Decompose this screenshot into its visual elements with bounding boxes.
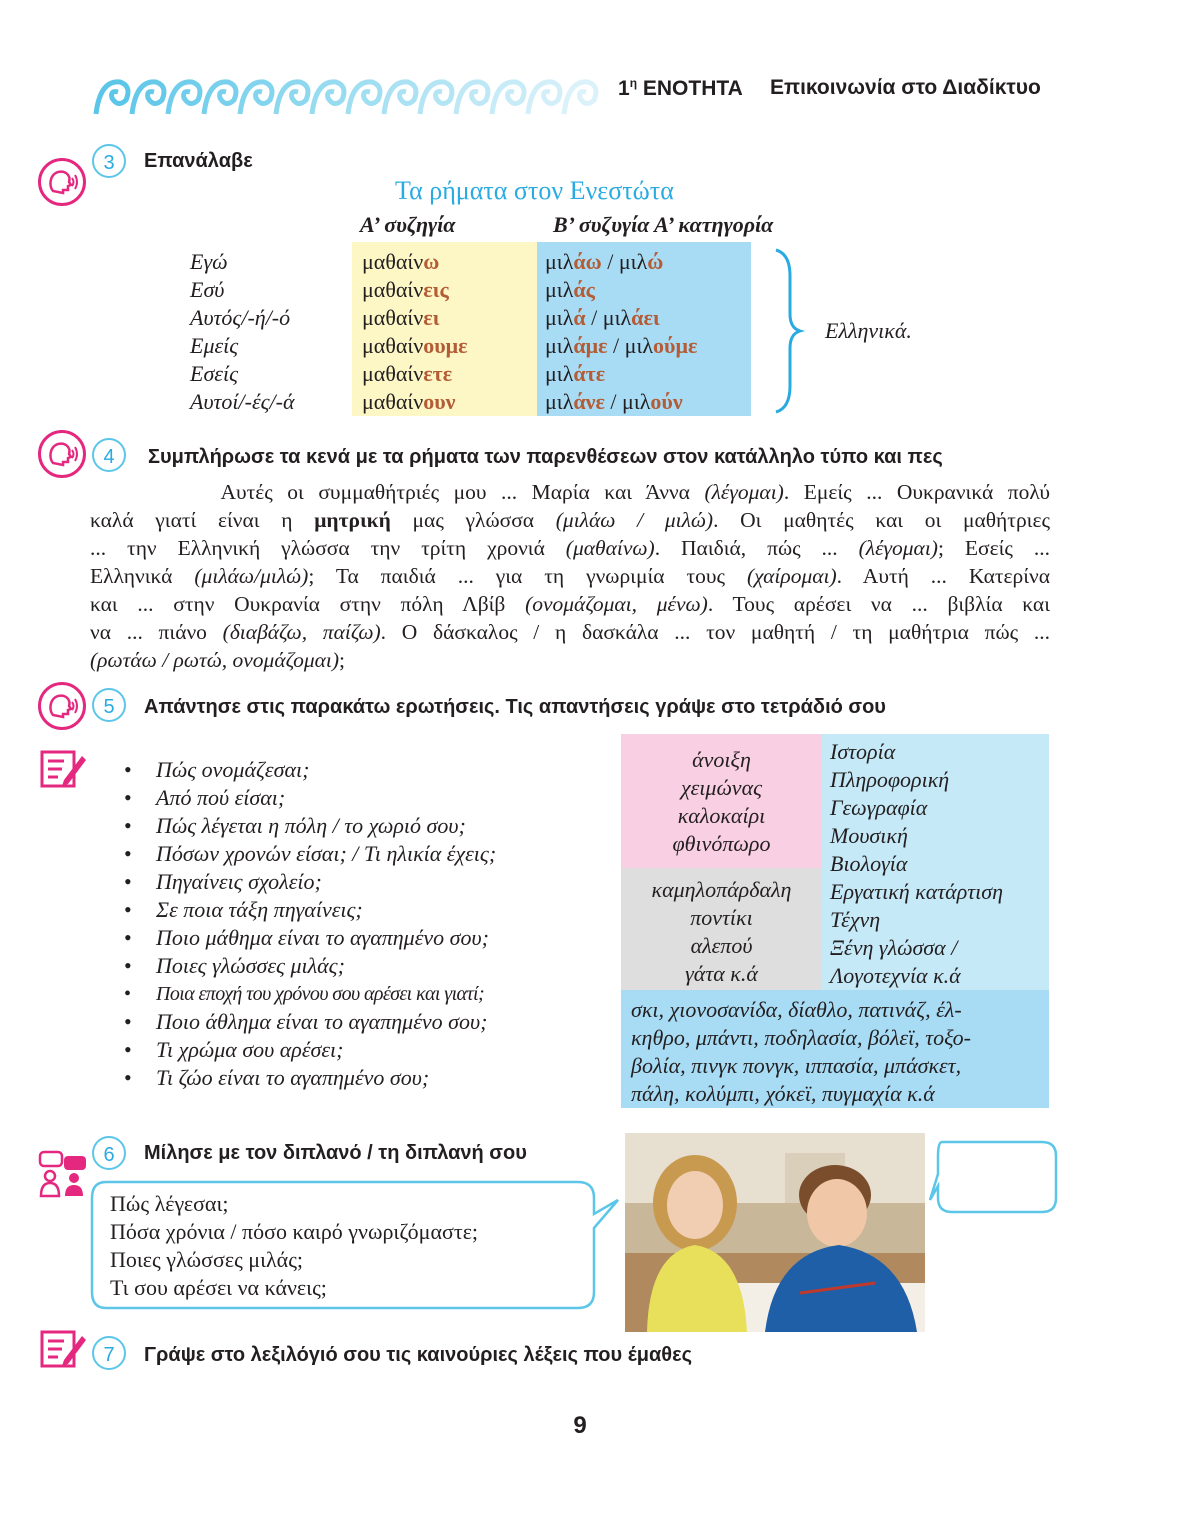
verb-hint: (λέγομαι) bbox=[858, 536, 938, 560]
unit-label bbox=[618, 76, 743, 101]
season-word: καλοκαίρι bbox=[677, 803, 766, 828]
text-segment: . Παιδιά, πώς ... bbox=[654, 536, 859, 560]
list-item: • Πηγαίνεις σχολείο; bbox=[120, 868, 610, 896]
verb-form: μαθαίνετε bbox=[362, 361, 453, 386]
sports-line: κηθρο, μπάντι, ποδηλασία, βόλεϊ, τοξο- bbox=[631, 1025, 971, 1050]
verb-form: μαθαίνω bbox=[362, 249, 440, 274]
seasons-box bbox=[621, 734, 822, 868]
question-list bbox=[120, 756, 610, 1092]
first-conjugation-column bbox=[352, 242, 537, 416]
verb-form: μιλάω / μιλώ bbox=[545, 249, 664, 274]
text-segment: ... την Ελληνική γλώσσα την τρίτη χρονιά bbox=[90, 536, 566, 560]
speak-icon bbox=[38, 430, 86, 478]
subjects-box bbox=[822, 734, 1049, 990]
season-word: άνοιξη bbox=[692, 747, 751, 772]
exercise-3-number: 3 bbox=[92, 144, 126, 178]
verb-hint: (μαθαίνω) bbox=[565, 536, 655, 560]
list-item: • Πώς ονομάζεσαι; bbox=[120, 756, 610, 784]
conjugation-title: Τα ρήματα στον Ενεστώτα bbox=[395, 176, 674, 205]
text-segment: ; bbox=[339, 648, 346, 672]
sports-box bbox=[621, 990, 1049, 1108]
wave-curl bbox=[240, 82, 272, 114]
text-segment: ; Τα παιδιά ... για τη γνωριμία τους bbox=[308, 564, 747, 588]
paragraph-line bbox=[90, 562, 1050, 590]
exercise-6-heading: Μίλησε με τον διπλανό / τη διπλανή σου bbox=[144, 1142, 527, 1164]
animal-word: ποντίκι bbox=[690, 905, 753, 930]
verb-form: μαθαίνεις bbox=[362, 277, 449, 302]
subject-word: Ιστορία bbox=[830, 739, 896, 764]
pronoun: Εσείς bbox=[190, 361, 238, 386]
list-item: • Ποια εποχή του χρόνου σου αρέσει και γιατί; bbox=[120, 980, 610, 1008]
verb-form: μαθαίνει bbox=[362, 305, 440, 330]
text-segment: και ... στην Ουκρανία στην πόλη Λβίβ bbox=[90, 592, 526, 616]
verb-form: μιλά / μιλάει bbox=[545, 305, 660, 330]
list-item: • Σε ποια τάξη πηγαίνεις; bbox=[120, 896, 610, 924]
conjugation-col2-header: Β’ συζυγία Α’ κατηγορία bbox=[553, 212, 774, 237]
animal-word: καμηλοπάρδαλη bbox=[651, 877, 792, 902]
pronoun: Αυτός/-ή/-ό bbox=[190, 305, 291, 330]
text-segment: καλά γιατί είναι η bbox=[90, 508, 315, 532]
season-word: φθινόπωρο bbox=[672, 831, 771, 856]
empty-speech-bubble bbox=[928, 1140, 1058, 1214]
subject-word: Πληροφορική bbox=[830, 767, 950, 792]
exercise-4-heading: Συμπλήρωσε τα κενά με τα ρήματα των παρενθέσεων στον κατάλληλο τύπο και πες bbox=[148, 446, 943, 468]
wave-curl bbox=[456, 82, 488, 114]
exercise-7-heading: Γράψε στο λεξιλόγιό σου τις καινούριες λέξεις που έμαθες bbox=[144, 1344, 692, 1366]
prompt-line: Πώς λέγεσαι; bbox=[110, 1191, 229, 1216]
write-notebook-icon bbox=[40, 748, 88, 795]
wave-curl bbox=[348, 82, 380, 114]
exercise-4-number: 4 bbox=[92, 438, 126, 472]
unit-superscript: η bbox=[629, 76, 638, 90]
verb-form: μαθαίνουμε bbox=[362, 333, 468, 358]
verb-hint: (ονομάζομαι, μένω) bbox=[525, 592, 708, 616]
prompt-line: Πόσα χρόνια / πόσο καιρό γνωριζόμαστε; bbox=[110, 1219, 479, 1244]
wave-curl bbox=[492, 82, 524, 114]
wave-curl bbox=[564, 82, 596, 114]
wave-curl bbox=[204, 82, 236, 114]
subject-word: Λογοτεχνία κ.ά bbox=[830, 963, 961, 988]
paragraph-line bbox=[90, 506, 1050, 534]
partner-questions bbox=[110, 1190, 478, 1302]
wave-curl bbox=[168, 82, 200, 114]
paragraph-line bbox=[90, 646, 1050, 674]
text-segment: . Ο δάσκαλος / η δασκάλα ... τον μαθητή / τη μαθήτρια πώς ... bbox=[380, 620, 1050, 644]
verb-hint: (διαβάζω, παίζω) bbox=[222, 620, 381, 644]
list-item: • Πόσων χρονών είσαι; / Τι ηλικία έχεις; bbox=[120, 840, 610, 868]
verb-hint: (χαίρομαι) bbox=[746, 564, 837, 588]
text-segment: . Εμείς ... Ουκρανικά πολύ bbox=[783, 480, 1051, 504]
wave-curl bbox=[384, 82, 416, 114]
verb-form: μαθαίνουν bbox=[362, 389, 456, 414]
subject-word: Γεωγραφία bbox=[830, 795, 928, 820]
paragraph-line bbox=[90, 590, 1050, 618]
pronoun: Εγώ bbox=[190, 249, 228, 274]
sports-line: βολία, πινγκ πονγκ, ιππασία, μπάσκετ, bbox=[631, 1053, 962, 1078]
exercise-5-number: 5 bbox=[92, 688, 126, 722]
exercise-3-heading: Επανάλαβε bbox=[144, 150, 253, 172]
page-number: 9 bbox=[573, 1412, 587, 1439]
unit-word: ΕΝΟΤΗΤΑ bbox=[642, 77, 743, 100]
bold-word: μητρική bbox=[314, 508, 391, 532]
text-segment: . Οι μαθητές και οι μαθήτριες bbox=[713, 508, 1050, 532]
animal-word: γάτα κ.ά bbox=[685, 961, 758, 986]
pronoun-column bbox=[190, 248, 295, 416]
wave-curl bbox=[420, 82, 452, 114]
list-item: • Ποιο μάθημα είναι το αγαπημένο σου; bbox=[120, 924, 610, 952]
verb-hint: (μιλάω / μιλώ) bbox=[555, 508, 714, 532]
animals-box bbox=[621, 868, 822, 990]
speak-icon bbox=[38, 158, 86, 206]
brace-note: Ελληνικά. bbox=[825, 318, 912, 343]
exercise-7-number: 7 bbox=[92, 1336, 126, 1370]
speak-icon bbox=[38, 682, 86, 730]
subject-word: Ξένη γλώσσα / bbox=[830, 935, 958, 960]
paragraph-line bbox=[90, 534, 1050, 562]
speech-bubble bbox=[90, 1180, 620, 1310]
list-item: • Από πού είσαι; bbox=[120, 784, 610, 812]
text-segment: μας γλώσσα bbox=[390, 508, 556, 532]
season-word: χειμώνας bbox=[680, 775, 763, 800]
list-item: • Ποιο άθλημα είναι το αγαπημένο σου; bbox=[120, 1008, 610, 1036]
list-item: • Πώς λέγεται η πόλη / το χωριό σου; bbox=[120, 812, 610, 840]
text-segment: . Τους αρέσει να ... βιβλία και bbox=[707, 592, 1050, 616]
exercise-5-heading: Απάντησε στις παρακάτω ερωτήσεις. Τις απαντήσεις γράψε στο τετράδιό σου bbox=[144, 696, 886, 718]
subject-word: Μουσική bbox=[830, 823, 908, 848]
pronoun: Εμείς bbox=[190, 333, 239, 358]
curly-brace bbox=[772, 246, 806, 421]
talk-with-partner-icon bbox=[38, 1150, 88, 1203]
conjugation-col1-header: Α’ συζηγία bbox=[360, 212, 456, 237]
subject-word: Βιολογία bbox=[830, 851, 908, 876]
header-wave-ornament bbox=[92, 74, 612, 118]
verb-hint: (ρωτάω / ρωτώ, ονομάζομαι) bbox=[90, 648, 340, 672]
fill-in-paragraph bbox=[90, 478, 1050, 674]
verb-hint: (λέγομαι) bbox=[704, 480, 784, 504]
write-notebook-icon bbox=[40, 1328, 88, 1375]
verb-form: μιλάνε / μιλούν bbox=[545, 389, 683, 414]
wave-curl bbox=[132, 82, 164, 114]
animal-word: αλεπού bbox=[690, 933, 753, 958]
pronoun: Εσύ bbox=[190, 277, 225, 302]
subject-word: Τέχνη bbox=[830, 907, 881, 932]
text-segment: . Αυτή ... Κατερίνα bbox=[836, 564, 1051, 588]
sports-line: πάλη, κολύμπι, χόκεϊ, πυγμαχία κ.ά bbox=[631, 1081, 935, 1106]
paragraph-line bbox=[90, 618, 1050, 646]
text-segment: ; Εσείς ... bbox=[937, 536, 1050, 560]
list-item: • Ποιες γλώσσες μιλάς; bbox=[120, 952, 610, 980]
list-item: • Τι ζώο είναι το αγαπημένο σου; bbox=[120, 1064, 610, 1092]
unit-number: 1 bbox=[618, 77, 630, 100]
second-conjugation-column bbox=[537, 242, 751, 416]
students-photo bbox=[625, 1133, 925, 1332]
prompt-line: Ποιες γλώσσες μιλάς; bbox=[110, 1247, 304, 1272]
text-segment: Ελληνικά bbox=[90, 564, 195, 588]
verb-form: μιλάς bbox=[545, 277, 595, 302]
verb-form: μιλάμε / μιλούμε bbox=[545, 333, 698, 358]
list-item: • Τι χρώμα σου αρέσει; bbox=[120, 1036, 610, 1064]
paragraph-line bbox=[90, 478, 1050, 506]
text-segment: να ... πιάνο bbox=[90, 620, 223, 644]
subject-word: Εργατική κατάρτιση bbox=[830, 879, 1004, 904]
sports-line: σκι, χιονοσανίδα, δίαθλο, πατινάζ, έλ- bbox=[631, 997, 962, 1022]
wave-curl bbox=[312, 82, 344, 114]
text-segment: Αυτές οι συμμαθήτριές μου ... Μαρία και Άννα bbox=[90, 480, 705, 504]
wave-curl bbox=[528, 82, 560, 114]
wave-curl bbox=[96, 82, 128, 114]
exercise-6-number: 6 bbox=[92, 1136, 126, 1170]
verb-hint: (μιλάω/μιλώ) bbox=[194, 564, 309, 588]
chapter-title: Επικοινωνία στο Διαδίκτυο bbox=[770, 76, 1041, 99]
verb-form: μιλάτε bbox=[545, 361, 606, 386]
wave-curl bbox=[276, 82, 308, 114]
pronoun: Αυτοί/-ές/-ά bbox=[190, 389, 295, 414]
prompt-line: Τι σου αρέσει να κάνεις; bbox=[110, 1275, 327, 1300]
